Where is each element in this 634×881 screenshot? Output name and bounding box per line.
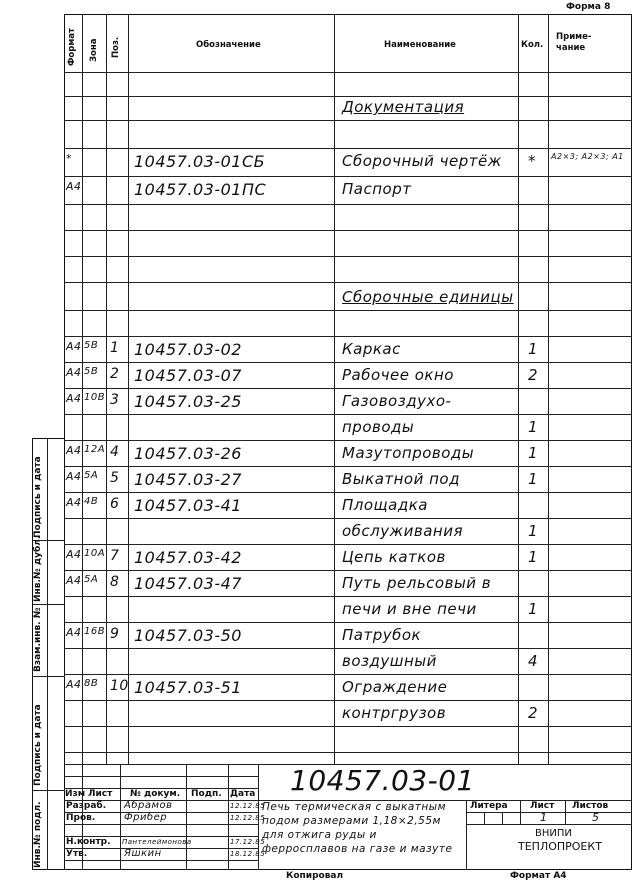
row-note: А2×3; А2×3; А1: [551, 152, 624, 161]
row-zone: 5В: [84, 340, 99, 351]
row-designation: 10457.03-27: [134, 470, 242, 489]
row-zone: 12А: [84, 444, 106, 455]
row-name: Мазутопроводы: [342, 444, 475, 462]
form-label: Форма 8: [566, 2, 611, 12]
org-line2: ТЕПЛОПРОЕКТ: [518, 840, 602, 853]
row-name: обслуживания: [342, 522, 464, 540]
list-label: Лист: [530, 801, 555, 811]
org-line1: ВНИПИ: [535, 828, 572, 839]
row-name: печи и вне печи: [342, 600, 477, 618]
row-format: *: [66, 152, 72, 165]
row-designation: 10457.03-26: [134, 444, 242, 463]
row-designation: 10457.03-07: [134, 366, 242, 385]
list-value: 1: [540, 811, 548, 824]
footer-format: Формат А4: [510, 871, 567, 881]
row-designation: 10457.03-02: [134, 340, 242, 359]
side-label-sign-date-2: Подпись и дата: [33, 704, 43, 786]
row-pos: 2: [110, 366, 120, 382]
row-format: А4: [66, 626, 82, 639]
page-frame: [64, 14, 632, 870]
footer-copied: Копировал: [286, 871, 344, 881]
row-name: Площадка: [342, 496, 428, 514]
row-pos: 4: [110, 444, 120, 460]
row-pos: 6: [110, 496, 120, 512]
row-name: проводы: [342, 418, 415, 436]
side-label-sign-date-1: Подпись и дата: [33, 456, 43, 538]
row-zone: 10В: [84, 392, 106, 403]
row-name: контргрузов: [342, 704, 447, 722]
col-izm: Изм: [65, 789, 86, 799]
row-pos: 5: [110, 470, 120, 486]
header-format: Формат: [67, 28, 77, 66]
row-name: Патрубок: [342, 626, 422, 644]
row-pos: 9: [110, 626, 120, 642]
row-qty: 1: [528, 522, 539, 540]
row-pos: 8: [110, 574, 120, 590]
row-qty: *: [528, 152, 536, 170]
row-zone: 8В: [84, 678, 99, 689]
row-format: А4: [66, 548, 82, 561]
row-name: Выкатной под: [342, 470, 460, 488]
row-zone: 5А: [84, 470, 99, 481]
row-designation: 10457.03-47: [134, 574, 242, 593]
col-sign: Подп.: [191, 789, 222, 799]
row-designation: 10457.03-25: [134, 392, 242, 411]
section-assembly-units: Сборочные единицы: [342, 288, 514, 306]
header-note: Приме- чание: [556, 32, 592, 53]
row-format: А4: [66, 340, 82, 353]
section-documentation: Документация: [342, 98, 465, 116]
row-zone: 10А: [84, 548, 106, 559]
row-designation: 10457.03-42: [134, 548, 242, 567]
row-pos: 1: [110, 340, 120, 356]
header-name: Наименование: [384, 40, 456, 50]
row-name: Цепь катков: [342, 548, 446, 566]
row-pos: 10: [110, 678, 129, 694]
nkontr-date: 17.12.85: [230, 838, 266, 846]
row-zone: 5В: [84, 366, 99, 377]
row-qty: 1: [528, 470, 539, 488]
row-designation: 10457.03-01ПС: [134, 180, 267, 199]
listov-value: 5: [592, 811, 600, 824]
row-pos: 7: [110, 548, 120, 564]
row-format: А4: [66, 444, 82, 457]
row-name: Ограждение: [342, 678, 448, 696]
row-format: А4: [66, 496, 82, 509]
row-pos: 3: [110, 392, 120, 408]
side-label-vzam-inv: Взам.инв. №: [33, 607, 43, 672]
row-qty: 4: [528, 652, 539, 670]
row-qty: 1: [528, 444, 539, 462]
litera-label: Литера: [470, 801, 508, 811]
doc-description: Печь термическая с выкатным подом размерами 1,18×2,55м для отжига руды и ферросплавов на газе и мазуте: [262, 801, 453, 855]
row-name: Путь рельсовый в: [342, 574, 492, 592]
header-designation: Обозначение: [196, 40, 261, 50]
header-pos: Поз.: [111, 36, 121, 58]
row-qty: 1: [528, 600, 539, 618]
row-zone: 16В: [84, 626, 106, 637]
col-doc: № докум.: [130, 789, 181, 799]
row-format: А4: [66, 574, 82, 587]
row-zone: 4В: [84, 496, 99, 507]
row-name: Паспорт: [342, 180, 412, 198]
row-designation: 10457.03-50: [134, 626, 242, 645]
side-label-inv-podl: Инв.№ подл.: [33, 801, 43, 868]
listov-label: Листов: [572, 801, 609, 811]
header-zone: Зона: [89, 38, 99, 62]
row-designation: 10457.03-51: [134, 678, 242, 697]
prov-date: 12.12.85: [230, 814, 266, 822]
utv-label: Утв.: [66, 849, 88, 859]
row-qty: 2: [528, 704, 539, 722]
utv-date: 18.12.85: [230, 850, 266, 858]
row-name: Сборочный чертёж: [342, 152, 502, 170]
row-name: Каркас: [342, 340, 401, 358]
row-designation: 10457.03-41: [134, 496, 242, 515]
nkontr-name: Пантелеймонова: [122, 838, 192, 846]
header-qty: Кол.: [521, 40, 544, 50]
prov-name: Фрибер: [124, 812, 168, 823]
doc-number: 10457.03-01: [290, 764, 475, 797]
row-designation: 10457.03-01СБ: [134, 152, 266, 171]
row-name: воздушный: [342, 652, 437, 670]
razrab-name: Абрамов: [124, 800, 173, 811]
row-qty: 1: [528, 548, 539, 566]
nkontr-label: Н.контр.: [66, 837, 111, 847]
razrab-label: Разраб.: [66, 801, 107, 811]
row-name: Рабочее окно: [342, 366, 454, 384]
col-date: Дата: [230, 789, 256, 799]
row-format: А4: [66, 180, 82, 193]
row-zone: 5А: [84, 574, 99, 585]
row-name: Газовоздухо-: [342, 392, 452, 410]
row-qty: 2: [528, 366, 539, 384]
row-format: А4: [66, 366, 82, 379]
utv-name: Яшкин: [124, 848, 162, 859]
prov-label: Пров.: [66, 813, 96, 823]
row-qty: 1: [528, 418, 539, 436]
side-label-inv-dubl: Инв.№ дубл.: [33, 535, 43, 602]
row-format: А4: [66, 678, 82, 691]
row-format: А4: [66, 392, 82, 405]
col-list: Лист: [88, 789, 113, 799]
row-format: А4: [66, 470, 82, 483]
razrab-date: 12.12.85: [230, 802, 266, 810]
row-qty: 1: [528, 340, 539, 358]
